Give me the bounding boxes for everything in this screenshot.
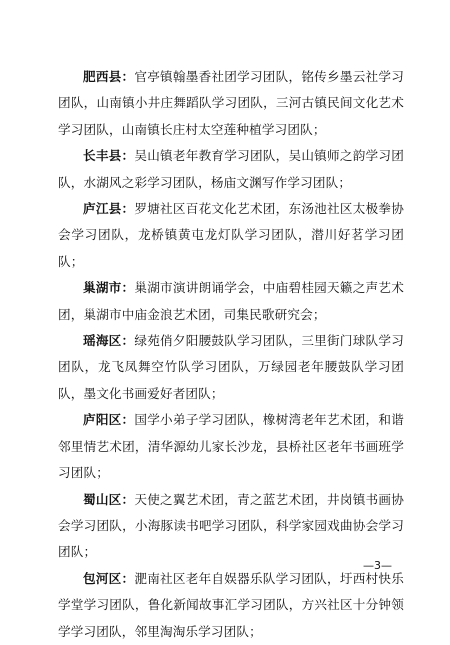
entry-text: 淝南社区老年自娱器乐队学习团队，圩西村快乐学堂学习团队，鲁化新闻故事汇学习团队，方兴社区十分钟领学学习团队，邻里淘淘乐学习团队； [58,570,404,639]
entry-yaohai [58,328,404,407]
district-name: 蜀山区： [83,491,135,507]
district-name: 包河区： [83,570,135,586]
entry-text: 罗塘社区百花文化艺术团，东汤池社区太极拳协会学习团队，龙桥镇黄屯龙灯队学习团队，潜川好茗学习团队； [58,201,404,269]
entry-text: 巢湖市演讲朗诵学会，中庙碧桂园天籁之声艺术团，巢湖市中庙金浪艺术团，司集民歌研究会； [58,280,404,322]
district-name: 瑶海区： [83,333,135,349]
entry-baohe [58,566,404,645]
page-number: —3— [363,559,392,572]
district-name: 肥西县： [83,69,135,84]
district-name: 庐阳区： [83,412,135,428]
entry-text: 官亭镇翰墨香社团学习团队，铭传乡墨云社学习团队，山南镇小井庄舞蹈队学习团队，三河古镇民间文化艺术学习团队，山南镇长庄村太空莲种植学习团队； [58,69,404,137]
entry-text: 吴山镇老年教育学习团队，吴山镇师之韵学习团队，水湖风之彩学习团队，杨庙文渊写作学习团队； [58,148,404,190]
entry-feixi [58,64,404,143]
entry-chaohu [58,275,404,328]
district-name: 庐江县： [83,201,135,217]
district-name: 长丰县： [83,148,135,164]
district-name: 巢湖市： [83,280,135,296]
entry-lujiang [58,196,404,275]
entry-text: 绿苑俏夕阳腰鼓队学习团队，三里街门球队学习团队，龙飞凤舞空竹队学习团队，万绿园老年腰鼓队学习团队，墨文化书画爱好者团队； [58,333,404,401]
team-list [58,64,404,645]
entry-luyang [58,407,404,486]
entry-changfeng [58,143,404,196]
entry-shushan [58,487,404,566]
entry-text: 天使之翼艺术团，青之蓝艺术团，井岗镇书画协会学习团队，小海豚读书吧学习团队，科学家园戏曲协会学习团队； [58,491,404,560]
entry-text: 国学小弟子学习团队，橡树湾老年艺术团，和谐邻里情艺术团，清华源幼儿家长沙龙，县桥社区老年书画班学习团队； [58,412,404,481]
